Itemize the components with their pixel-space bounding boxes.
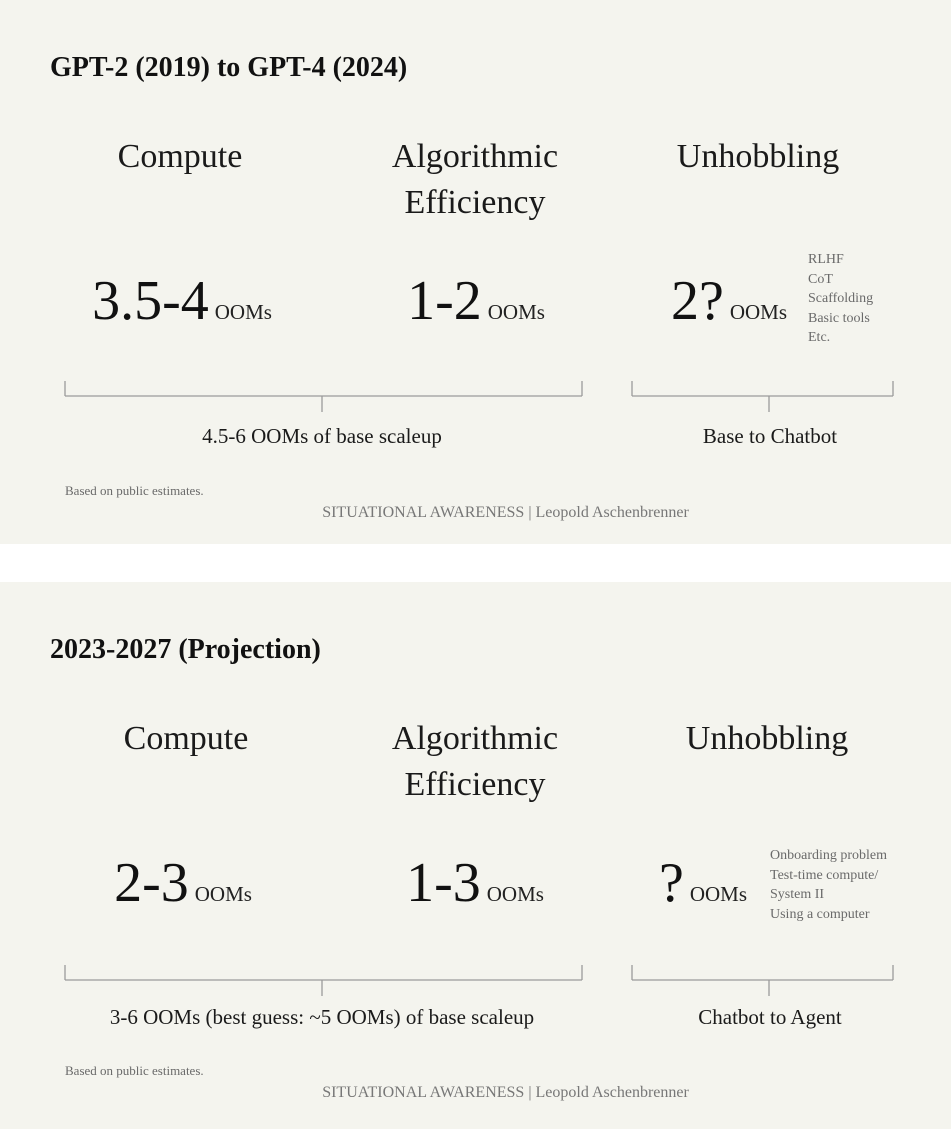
panel-gpt2-to-gpt4 xyxy=(0,0,951,544)
compute-unit: OOMs xyxy=(214,300,272,324)
panel-projection xyxy=(0,582,951,1129)
unhobbling-note: RLHF xyxy=(808,252,844,267)
unhobbling-notes xyxy=(808,250,873,348)
unhobbling-note: Test-time compute/ xyxy=(770,867,879,883)
unhobbling-unit: OOMs xyxy=(689,882,748,906)
bracket-lines xyxy=(0,378,951,418)
compute-value: 3.5-4 xyxy=(92,270,209,332)
unhobbling-note: Scaffolding xyxy=(808,291,874,306)
unhobbling-note: Using a computer xyxy=(770,906,870,922)
footnote: Based on public estimates. xyxy=(65,1063,204,1078)
column-heading-unhobbling: Unhobbling xyxy=(676,138,840,175)
column-heading-unhobbling: Unhobbling xyxy=(685,720,849,757)
base-scaleup-bracket xyxy=(65,965,582,996)
panel-title: 2023-2027 (Projection) xyxy=(50,634,321,665)
base-scaleup-bracket xyxy=(65,381,582,412)
unhobbling-notes xyxy=(770,846,887,924)
unhobbling-value: ? xyxy=(658,852,684,914)
unhobbling-value: 2? xyxy=(670,270,724,332)
algorithmic-efficiency-value: 1-2 xyxy=(407,270,482,332)
unhobbling-bracket xyxy=(632,965,893,996)
unhobbling-note: Etc. xyxy=(808,330,831,345)
column-heading-compute: Compute xyxy=(123,720,249,757)
base-scaleup-label: 3-6 OOMs (best guess: ~5 OOMs) of base scaleup xyxy=(109,1005,535,1029)
algorithmic-efficiency-unit: OOMs xyxy=(486,882,544,906)
unhobbling-bracket-label: Base to Chatbot xyxy=(702,424,838,448)
unhobbling-note: Onboarding problem xyxy=(770,848,888,863)
algorithmic-efficiency-value: 1-3 xyxy=(406,852,481,914)
unhobbling-note: CoT xyxy=(808,271,833,287)
compute-ooms xyxy=(23,848,343,918)
credit: SITUATIONAL AWARENESS | Leopold Aschenbrenner xyxy=(322,1084,689,1101)
column-heading-compute: Compute xyxy=(117,138,243,175)
bracket-lines xyxy=(0,962,951,1002)
compute-ooms xyxy=(22,266,342,336)
unhobbling-note: System II xyxy=(770,887,825,902)
algorithmic-efficiency-unit: OOMs xyxy=(487,300,545,324)
column-heading-algorithmic-efficiency: Algorithmic Efficiency xyxy=(391,138,559,221)
compute-unit: OOMs xyxy=(194,882,252,906)
unhobbling-unit: OOMs xyxy=(729,300,788,324)
panel-title: GPT-2 (2019) to GPT-4 (2024) xyxy=(50,52,408,83)
unhobbling-bracket-label: Chatbot to Agent xyxy=(698,1005,842,1029)
base-scaleup-label: 4.5-6 OOMs of base scaleup xyxy=(202,424,442,448)
footnote: Based on public estimates. xyxy=(65,483,204,498)
unhobbling-note: Basic tools xyxy=(808,310,870,326)
credit: SITUATIONAL AWARENESS | Leopold Aschenbrenner xyxy=(322,504,689,521)
unhobbling-bracket xyxy=(632,381,893,412)
compute-value: 2-3 xyxy=(114,852,189,914)
column-heading-algorithmic-efficiency: Algorithmic Efficiency xyxy=(391,720,559,803)
